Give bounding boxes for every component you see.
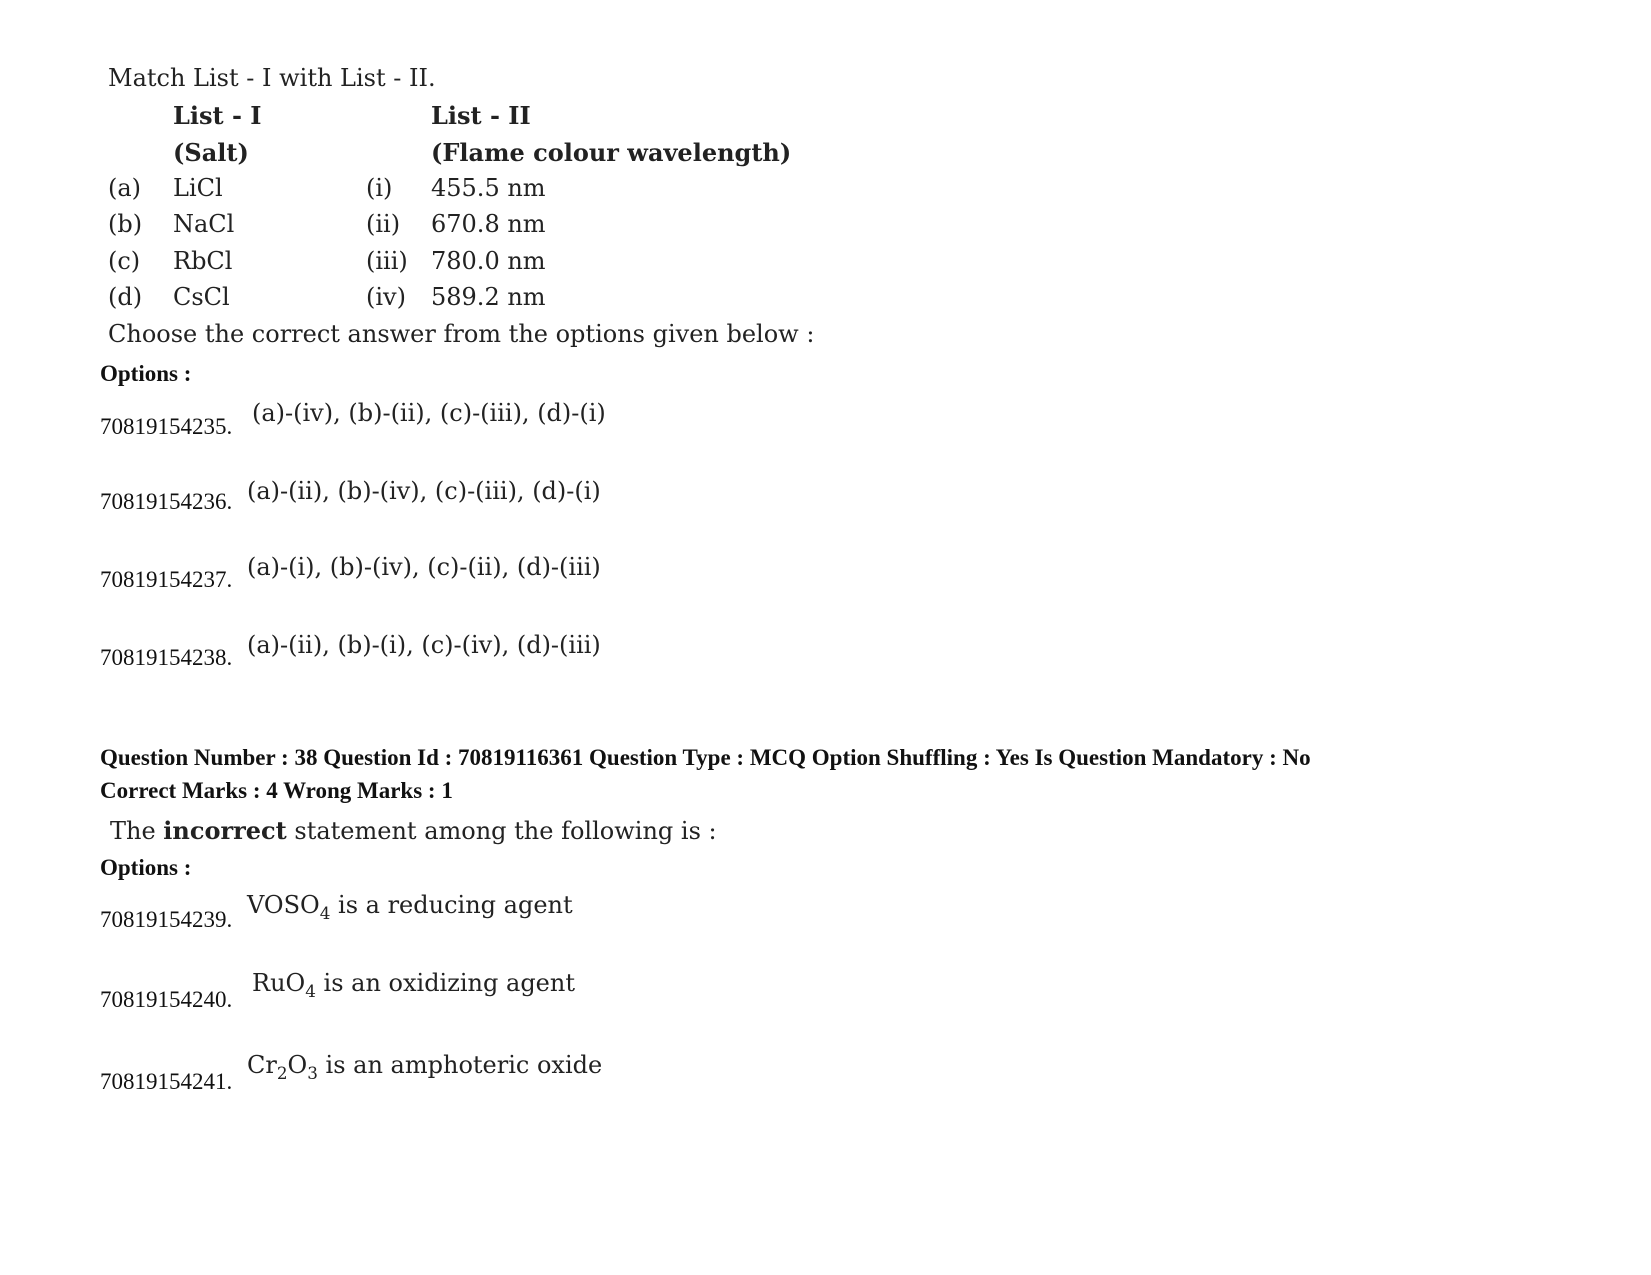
row-label-left: (a) xyxy=(108,174,142,202)
option-id: 70819154238. xyxy=(100,645,233,670)
row-salt: NaCl xyxy=(173,210,235,238)
row-wavelength: 455.5 nm xyxy=(431,174,546,202)
option-text[interactable]: $VOSO_4$ is a reducing agent xyxy=(247,891,573,923)
row-salt: CsCl xyxy=(173,283,230,311)
options-label: Options : xyxy=(100,855,192,880)
option-text[interactable]: (a)-(ii), (b)-(i), (c)-(iv), (d)-(iii) xyxy=(247,631,601,659)
list1-title: List - I xyxy=(173,101,262,130)
option-text[interactable]: (a)-(iv), (b)-(ii), (c)-(iii), (d)-(i) xyxy=(252,399,606,427)
row-wavelength: 780.0 nm xyxy=(431,247,546,275)
row-label-right: (iv) xyxy=(366,283,406,311)
option-id: 70819154241. xyxy=(100,1069,233,1094)
row-label-left: (b) xyxy=(108,210,143,238)
option-text[interactable]: $Cr_2O_3$ is an amphoteric oxide xyxy=(247,1051,603,1083)
choose-prompt: Choose the correct answer from the options given below : xyxy=(108,320,815,348)
option-id: 70819154240. xyxy=(100,987,233,1012)
list2-title: List - II xyxy=(431,101,531,130)
match-instruction: Match List - I with List - II. xyxy=(108,64,436,92)
row-wavelength: 670.8 nm xyxy=(431,210,546,238)
row-salt: RbCl xyxy=(173,247,233,275)
row-label-right: (i) xyxy=(366,174,393,202)
option-id: 70819154235. xyxy=(100,414,233,439)
options-label: Options : xyxy=(100,361,192,386)
row-label-left: (d) xyxy=(108,283,143,311)
row-label-right: (ii) xyxy=(366,210,401,238)
option-id: 70819154239. xyxy=(100,907,233,932)
option-id: 70819154236. xyxy=(100,489,233,514)
option-text[interactable]: (a)-(i), (b)-(iv), (c)-(ii), (d)-(iii) xyxy=(247,553,601,581)
list1-subtitle: (Salt) xyxy=(173,138,249,167)
list2-subtitle: (Flame colour wavelength) xyxy=(431,138,792,167)
row-salt: LiCl xyxy=(173,174,223,202)
question-header: Question Number : 38 Question Id : 70819116361 Question Type : MCQ Option Shuffling : Yes Is Question Mandatory : No xyxy=(100,745,1311,770)
row-label-left: (c) xyxy=(108,247,141,275)
option-id: 70819154237. xyxy=(100,567,233,592)
option-text[interactable]: (a)-(ii), (b)-(iv), (c)-(iii), (d)-(i) xyxy=(247,477,601,505)
question-prompt: The incorrect statement among the following is : xyxy=(110,816,717,845)
marks-header: Correct Marks : 4 Wrong Marks : 1 xyxy=(100,778,453,803)
row-label-right: (iii) xyxy=(366,247,408,275)
row-wavelength: 589.2 nm xyxy=(431,283,546,311)
option-text[interactable]: RuO$_4$ is an oxidizing agent xyxy=(252,969,575,1001)
